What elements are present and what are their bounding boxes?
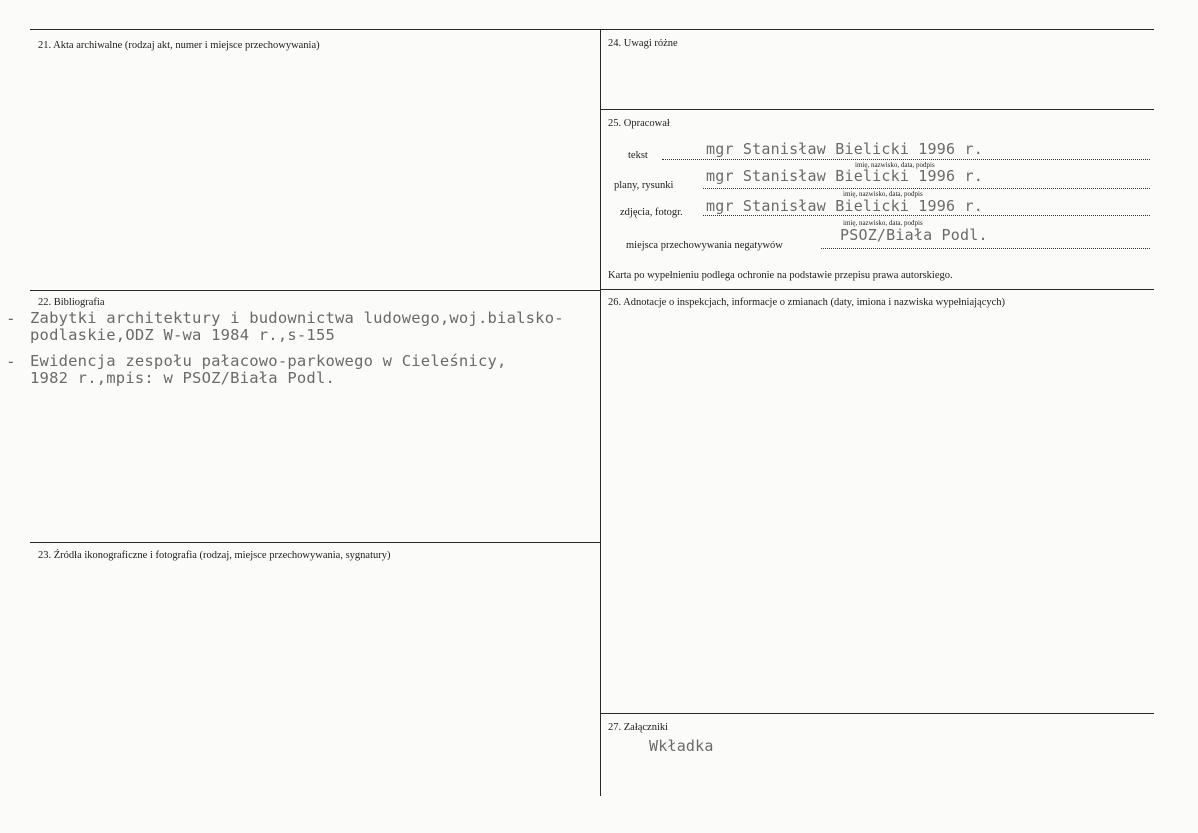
dotted-line <box>662 159 1150 160</box>
row-value-plany: mgr Stanisław Bielicki 1996 r. <box>706 167 983 185</box>
section-22-label: 22. Bibliografia <box>38 297 105 308</box>
center-divider <box>600 29 601 796</box>
row-label-negatywy: miejsca przechowywania negatywów <box>626 240 783 251</box>
bibliography-entry-2-line-2: 1982 r.,mpis: w PSOZ/Biała Podl. <box>30 369 336 387</box>
section-25-label: 25. Opracował <box>608 118 670 129</box>
bibliography-entry-2-line-1: Ewidencja zespołu pałacowo-parkowego w Cieleśnicy, <box>30 352 507 370</box>
section-27-label: 27. Załączniki <box>608 722 669 733</box>
bullet-dash: - <box>6 309 16 328</box>
left-separator-23 <box>30 542 600 543</box>
left-separator-22 <box>30 290 600 291</box>
section-24-label: 24. Uwagi różne <box>608 38 678 49</box>
section-26-label: 26. Adnotacje o inspekcjach, informacje o zmianach (daty, imiona i nazwiska wypełniających) <box>608 297 1006 308</box>
row-label-plany: plany, rysunki <box>614 180 674 191</box>
top-border <box>30 29 1154 30</box>
right-separator-27 <box>600 713 1154 714</box>
bibliography-entry-1-line-2: podlaskie,ODZ W-wa 1984 r.,s-155 <box>30 326 336 344</box>
copyright-note: Karta po wypełnieniu podlega ochronie na podstawie przepisu prawa autorskiego. <box>608 270 953 281</box>
row-value-zdjecia: mgr Stanisław Bielicki 1996 r. <box>706 197 983 215</box>
section-23-label: 23. Źródła ikonograficzne i fotografia (rodzaj, miejsce przechowywania, sygnatury) <box>38 550 391 561</box>
row-value-tekst: mgr Stanisław Bielicki 1996 r. <box>706 140 983 158</box>
bullet-dash: - <box>6 352 16 371</box>
section-21-label: 21. Akta archiwalne (rodzaj akt, numer i miejsce przechowywania) <box>38 40 320 51</box>
dotted-line <box>821 248 1150 249</box>
attachment-value: Wkładka <box>649 737 714 755</box>
right-separator-26 <box>600 289 1154 290</box>
row-value-negatywy: PSOZ/Biała Podl. <box>840 226 988 244</box>
row-label-zdjecia: zdjęcia, fotogr. <box>620 207 683 218</box>
dotted-line <box>703 215 1150 216</box>
right-separator-25 <box>600 109 1154 110</box>
caption-plany: imię, nazwisko, data, podpis <box>843 190 923 198</box>
dotted-line <box>703 188 1150 189</box>
row-label-tekst: tekst <box>628 150 648 161</box>
bibliography-entry-1-line-1: Zabytki architektury i budownictwa ludowego,woj.bialsko- <box>30 309 564 327</box>
caption-tekst: imię, nazwisko, data, podpis <box>855 161 935 169</box>
caption-zdjecia: imię, nazwisko, data, podpis <box>843 219 923 227</box>
